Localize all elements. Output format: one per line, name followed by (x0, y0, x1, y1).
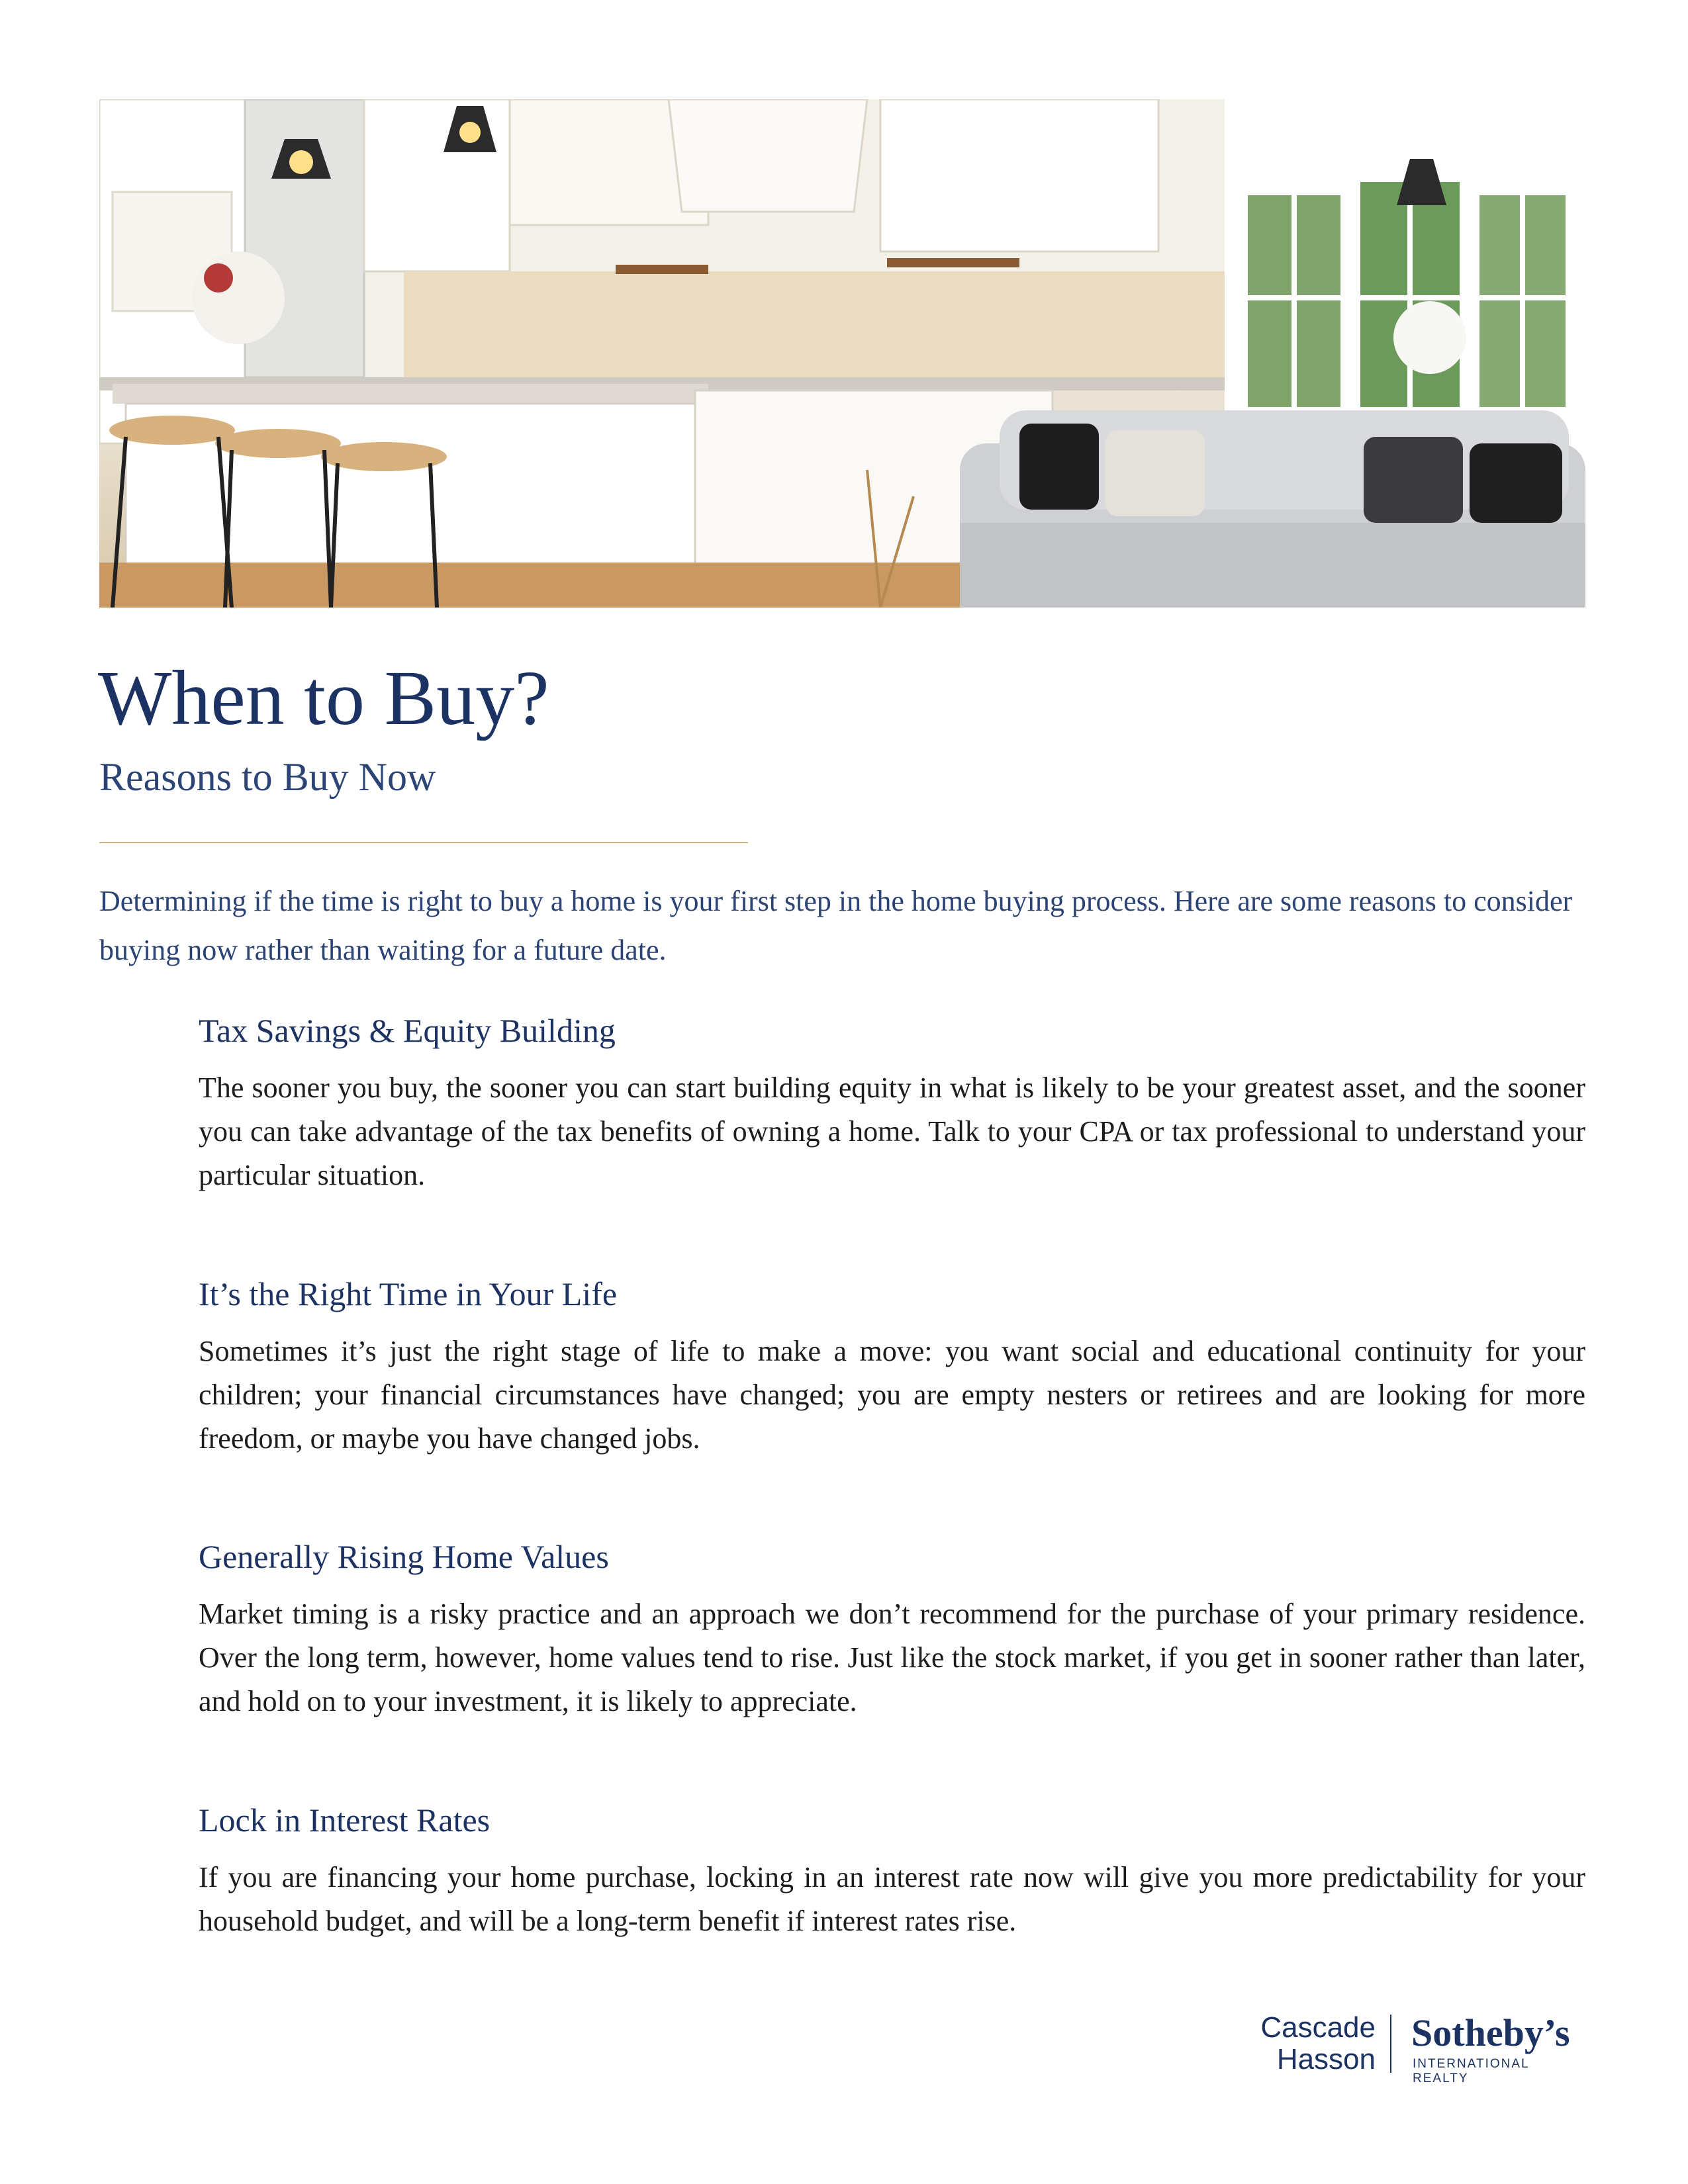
section-body: If you are financing your home purchase, locking in an interest rate now will give you more predictability for your household budget, and will be a long-term benefit if interest rates rise. (199, 1861, 1585, 1937)
section-right-time (199, 1274, 1585, 1461)
section-interest-rates (199, 1800, 1585, 1943)
section-heading: Tax Savings & Equity Building (199, 1012, 616, 1049)
section-body: Market timing is a risky practice and an approach we don’t recommend for the purchase of your primary residence. Over the long term, however, home values tend to rise. Just like the stock market, if you get in sooner rather than later, and hold on to your investment, it is likely to appreciate. (199, 1598, 1585, 1717)
logo-divider (1390, 2015, 1391, 2073)
logo-brand: Sotheby’s (1411, 2011, 1570, 2054)
section-heading: Lock in Interest Rates (199, 1801, 491, 1839)
section-rising-values (199, 1537, 1585, 1723)
page-title: When to Buy? (98, 655, 549, 741)
hero-image (99, 99, 1585, 608)
logo-cascade-hasson (1260, 2012, 1376, 2075)
title-divider (99, 842, 748, 843)
intro-paragraph: Determining if the time is right to buy a home is your first step in the home buying process. Here are some reasons to consider buying now rather than waiting for a future date. (99, 885, 1573, 966)
section-body: Sometimes it’s just the right stage of life to make a move: you want social and educational continuity for your children; your financial circumstances have changed; you are empty nesters or retirees and are looking for more freedom, or maybe you have changed jobs. (199, 1335, 1585, 1455)
section-heading: It’s the Right Time in Your Life (199, 1275, 618, 1312)
logo-line2: Hasson (1276, 2043, 1376, 2075)
page-subtitle: Reasons to Buy Now (99, 755, 436, 799)
logo-line1: Cascade (1260, 2011, 1376, 2044)
section-body: The sooner you buy, the sooner you can start building equity in what is likely to be your greatest asset, and the sooner you can take advantage of the tax benefits of owning a home. Talk to your CPA or tax professional to understand your particular situation. (199, 1071, 1585, 1191)
kitchen-living-room-illustration (99, 99, 1585, 608)
company-logo (1244, 2011, 1589, 2085)
section-heading: Generally Rising Home Values (199, 1538, 609, 1575)
section-tax-savings (199, 1011, 1585, 1197)
logo-tagline: INTERNATIONAL REALTY (1413, 2057, 1529, 2085)
